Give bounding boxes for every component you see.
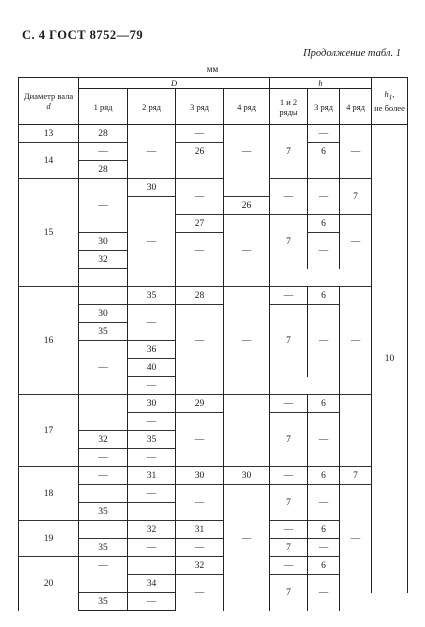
cell: 28 [79,125,128,143]
cell: — [308,485,340,521]
cell: — [176,413,224,467]
cell: — [270,179,308,215]
cell: — [79,179,128,233]
cell: 34 [128,575,176,593]
header-h-row12: 1 и 2 ряды [270,89,308,125]
cell [128,503,176,521]
cell: — [128,449,176,467]
cell: — [224,287,270,395]
cell [79,521,128,539]
cell: — [176,305,224,377]
cell: 32 [128,521,176,539]
cell: 35 [79,539,128,557]
cell: 7 [340,179,372,215]
cell: 32 [176,557,224,575]
cell: 35 [128,431,176,449]
table-continuation-note: Продолжение табл. 1 [303,48,401,59]
cell: 6 [308,467,340,485]
cell: — [79,341,128,395]
cell: — [308,305,340,377]
cell: 6 [308,521,340,539]
cell: 35 [79,503,128,521]
cell: — [176,125,224,143]
unit-label: мм [206,64,219,74]
cell: 32 [79,431,128,449]
cell: — [270,287,308,305]
header-h: h [270,78,372,89]
cell: — [224,125,270,179]
cell [79,287,128,305]
cell: — [176,575,224,611]
cell: — [128,377,176,395]
cell [176,161,224,179]
cell: — [340,125,372,179]
cell: — [308,179,340,215]
cell: 7 [270,125,308,179]
cell: 31 [176,521,224,539]
cell: 31 [128,467,176,485]
cell: 26 [176,143,224,161]
cell [79,395,128,431]
d-label-17: 17 [19,395,79,467]
d-label-13: 13 [19,125,79,143]
cell: 30 [128,395,176,413]
cell: 28 [79,161,128,179]
header-D-row2: 2 ряд [128,89,176,125]
header-h1-note: не более [374,102,405,113]
cell: 6 [308,287,340,305]
cell: 32 [79,251,128,269]
header-D-row4: 4 ряд [224,89,270,125]
cell: — [128,485,176,503]
cell [224,395,270,467]
cell: — [79,449,128,467]
cell [79,269,128,287]
d-label-19: 19 [19,521,79,557]
cell: 6 [308,143,340,161]
cell: 40 [128,359,176,377]
header-h1: $h_1$, не более [372,78,408,125]
cell: — [308,125,340,143]
cell: 7 [270,215,308,269]
cell: 7 [270,575,308,611]
cell: 35 [128,287,176,305]
cell [79,485,128,503]
cell: 35 [79,323,128,341]
cell: 7 [270,539,308,557]
header-D: D [79,78,270,89]
cell: — [128,197,176,287]
cell: — [340,287,372,395]
cell: 7 [340,467,372,485]
cell: — [270,395,308,413]
cell [224,179,270,197]
header-shaft-diameter [19,78,79,125]
cell: — [176,233,224,269]
cell: 36 [128,341,176,359]
cell: 6 [308,395,340,413]
cell: — [308,575,340,611]
cell: — [128,305,176,341]
cell: — [308,233,340,269]
cell: — [79,143,128,161]
cell: — [270,467,308,485]
cell: — [176,485,224,521]
cell: — [128,593,176,611]
cell: — [79,467,128,485]
cell: — [176,179,224,215]
cell: — [128,413,176,431]
cell [308,161,340,179]
cell: — [270,521,308,539]
cell: 27 [176,215,224,233]
d-label-14: 14 [19,143,79,179]
header-shaft-diameter-symbol: d [46,101,51,111]
cell: 30 [128,179,176,197]
cell: 7 [270,485,308,521]
cell: — [224,215,270,287]
cell: 28 [176,287,224,305]
header-shaft-diameter-text: Диаметр вала [23,91,74,101]
cell: — [79,557,128,575]
header-h-row3: 3 ряд [308,89,340,125]
cell: — [308,413,340,467]
cell: — [308,539,340,557]
header-h1-symbol: h [384,89,389,100]
d-label-18: 18 [19,467,79,521]
header-D-row1: 1 ряд [79,89,128,125]
d-label-16: 16 [19,287,79,395]
cell: — [128,539,176,557]
cell: 35 [79,593,128,611]
cell: 30 [79,233,128,251]
h1-value: 10 [372,125,408,593]
d-label-15: 15 [19,179,79,287]
cell: 6 [308,557,340,575]
cell: 6 [308,215,340,233]
cell: — [340,215,372,269]
cell: — [176,539,224,557]
cell [340,395,372,467]
d-label-20: 20 [19,557,79,611]
cell: 30 [79,305,128,323]
cell [128,557,176,575]
cell: 30 [176,467,224,485]
cell: 29 [176,395,224,413]
cell: — [340,485,372,593]
cell [79,575,128,593]
cell: — [270,557,308,575]
cell: 7 [270,305,308,377]
page-header: С. 4 ГОСТ 8752—79 [22,28,144,42]
cell: 30 [224,467,270,485]
dimensions-table [18,77,408,611]
cell: 7 [270,413,308,467]
cell: — [128,125,176,179]
header-h-row4: 4 ряд [340,89,372,125]
cell: — [224,485,270,593]
header-h1-sub: 1 [388,93,393,102]
cell: 26 [224,197,270,215]
header-D-row3: 3 ряд [176,89,224,125]
